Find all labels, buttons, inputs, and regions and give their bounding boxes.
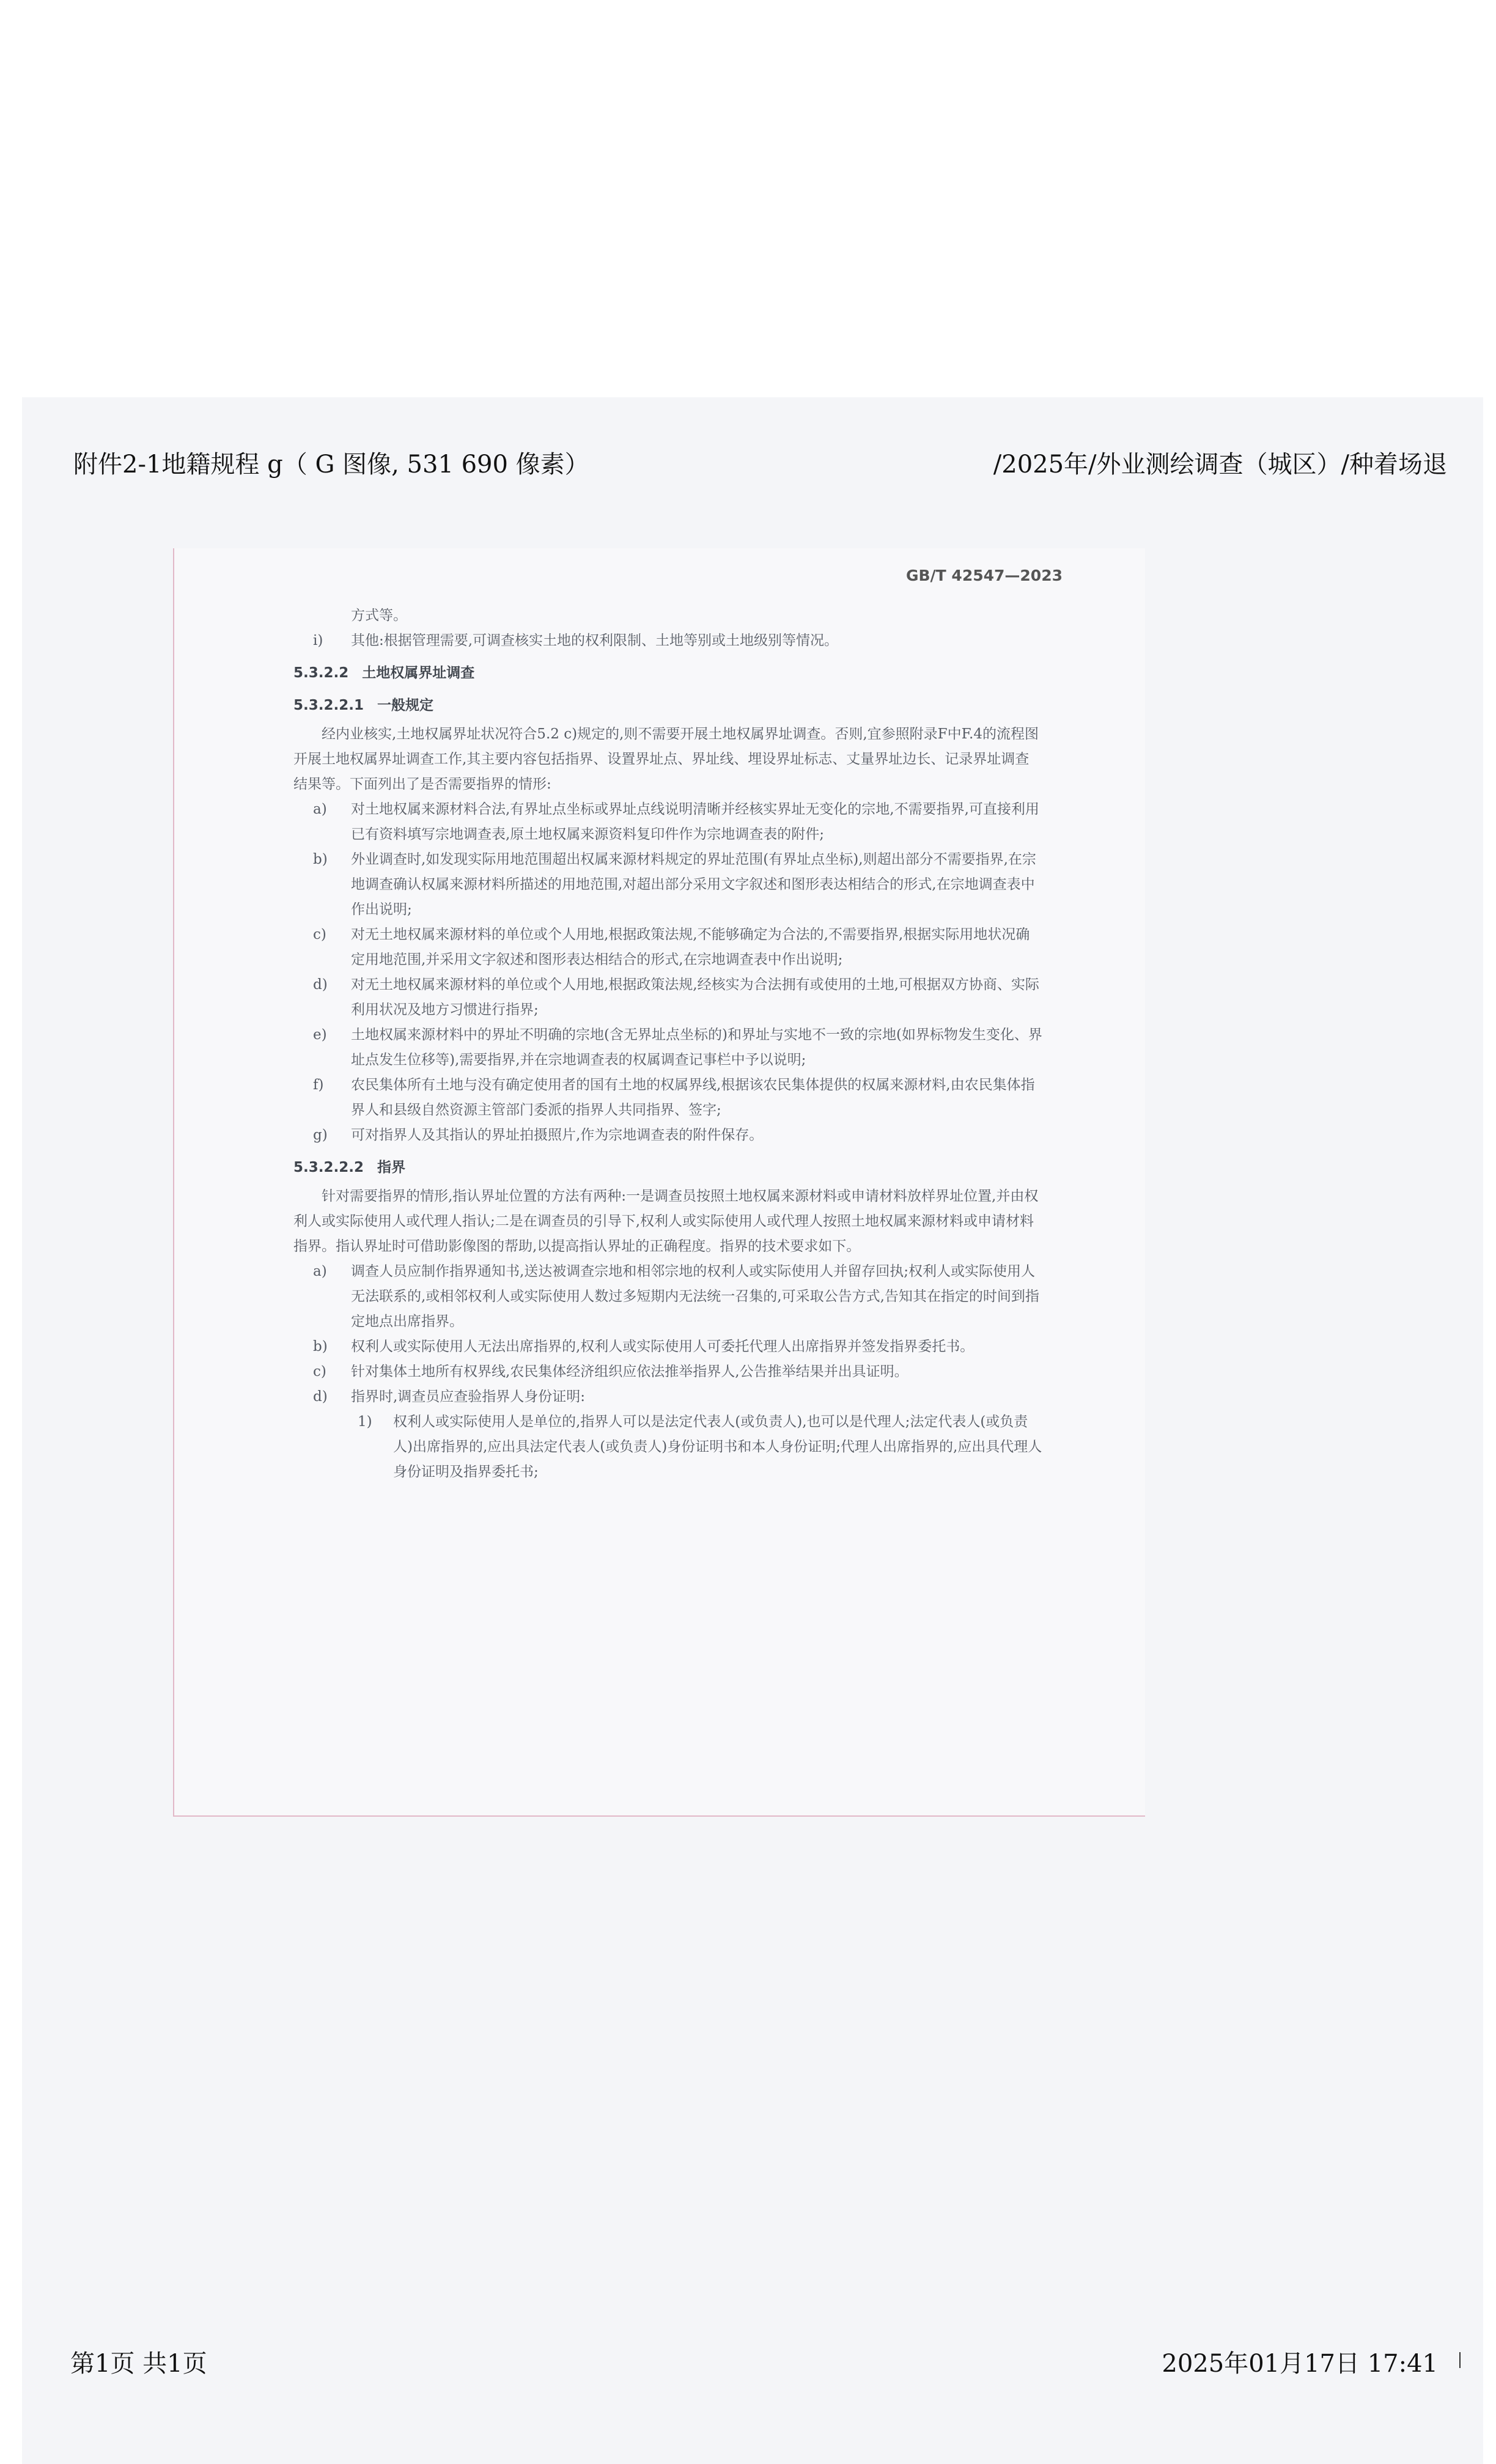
list-marker: a) <box>313 801 327 817</box>
print-footer-datetime: 2025年01月17日 17:41 <box>1162 2350 1438 2378</box>
section-title: 一般规定 <box>377 697 433 713</box>
list-item <box>293 1073 1042 1123</box>
list-text: 针对集体土地所有权界线,农民集体经济组织应依法推举指界人,公告推举结果并出具证明。 <box>351 1364 908 1380</box>
list-marker: i) <box>313 633 323 649</box>
section-heading-5322 <box>293 661 1042 686</box>
section-title: 指界 <box>377 1160 405 1175</box>
section-number: 5.3.2.2.2 <box>293 1160 364 1175</box>
section-heading-53222 <box>293 1155 1042 1180</box>
list-item <box>293 1359 1042 1385</box>
list-text: 对无土地权属来源材料的单位或个人用地,根据政策法规,不能够确定为合法的,不需要指界,根据实际用地状况确定用地范围,并采用文字叙述和图形表达相结合的形式,在宗地调查表中作出说明; <box>351 927 1030 968</box>
standard-code: GB/T 42547—2023 <box>905 567 1063 584</box>
list-marker: f) <box>313 1077 324 1093</box>
list-text: 农民集体所有土地与没有确定使用者的国有土地的权属界线,根据该农民集体提供的权属来源材料,由农民集体指界人和县级自然资源主管部门委派的指界人共同指界、签字; <box>351 1077 1035 1118</box>
section-title: 土地权属界址调查 <box>362 665 475 681</box>
list-item <box>293 847 1042 922</box>
list-marker: b) <box>313 1339 328 1355</box>
list-text: 指界时,调查员应查验指界人身份证明: <box>351 1389 586 1405</box>
section-heading-53221 <box>293 693 1042 718</box>
section-number: 5.3.2.2 <box>293 665 349 681</box>
list-marker: b) <box>313 851 328 867</box>
line-continuation: 方式等。 <box>351 608 407 623</box>
sub-list-item <box>358 1410 1042 1485</box>
list-item <box>293 973 1042 1023</box>
list-marker: a) <box>313 1263 327 1279</box>
paragraph-general: 经内业核实,土地权属界址状况符合5.2 c)规定的,则不需要开展土地权属界址调查。否则,宜参照附录F中F.4的流程图开展土地权属界址调查工作,其主要内容包括指界、设置界址点、界址线、埋设界址标志、丈量界址边长、记录界址调查结果等。下面列出了是否需要指界的情形: <box>293 726 1039 792</box>
list-item <box>293 1023 1042 1073</box>
list-marker: 1) <box>358 1414 372 1430</box>
list-item-i <box>293 628 1042 653</box>
list-text: 调查人员应制作指界通知书,送达被调查宗地和相邻宗地的权利人或实际使用人并留存回执;权利人或实际使用人无法联系的,或相邻权利人或实际使用人数过多短期内无法统一召集的,可采取公告方式,告知其在指定的时间到指定地点出席指界。 <box>351 1263 1039 1329</box>
list-text: 权利人或实际使用人无法出席指界的,权利人或实际使用人可委托代理人出席指界并签发指界委托书。 <box>351 1339 975 1355</box>
document-body <box>293 603 1042 1485</box>
list-item <box>293 1334 1042 1359</box>
list-item <box>293 1259 1042 1334</box>
list-text: 对无土地权属来源材料的单位或个人用地,根据政策法规,经核实为合法拥有或使用的土地,可根据双方协商、实际利用状况及地方习惯进行指界; <box>351 977 1039 1018</box>
divider-tick <box>1459 2352 1461 2368</box>
list-marker: c) <box>313 1364 326 1380</box>
list-item <box>293 1123 1042 1148</box>
section-number: 5.3.2.2.1 <box>293 697 364 713</box>
list-marker: d) <box>313 977 328 993</box>
list-item <box>293 1385 1042 1410</box>
list-text: 其他:根据管理需要,可调查核实土地的权利限制、土地等别或土地级别等情况。 <box>351 633 839 649</box>
paragraph-zhijie: 针对需要指界的情形,指认界址位置的方法有两种:一是调查员按照土地权属来源材料或申请材料放样界址位置,并由权利人或实际使用人或代理人指认;二是在调查员的引导下,权利人或实际使用人或代理人按照土地权属来源材料或申请材料指界。指认界址时可借助影像图的帮助,以提高指认界址的正确程度。指界的技术要求如下。 <box>293 1188 1039 1254</box>
list-text: 外业调查时,如发现实际用地范围超出权属来源材料规定的界址范围(有界址点坐标),则超出部分不需要指界,在宗地调查确认权属来源材料所描述的用地范围,对超出部分采用文字叙述和图形表达相结合的形式,在宗地调查表中作出说明; <box>351 851 1036 918</box>
list-marker: d) <box>313 1389 328 1405</box>
list-text: 可对指界人及其指认的界址拍摄照片,作为宗地调查表的附件保存。 <box>351 1127 764 1143</box>
list-item <box>293 797 1042 847</box>
list-marker: c) <box>313 927 326 943</box>
list-text: 权利人或实际使用人是单位的,指界人可以是法定代表人(或负责人),也可以是代理人;法定代表人(或负责人)出席指界的,应出具法定代表人(或负责人)身份证明书和本人身份证明;代理人出席指界的,应出具代理人身份证明及指界委托书; <box>393 1414 1042 1480</box>
list-text: 土地权属来源材料中的界址不明确的宗地(含无界址点坐标的)和界址与实地不一致的宗地(如界标物发生变化、界址点发生位移等),需要指界,并在宗地调查表的权属调查记事栏中予以说明; <box>351 1027 1042 1068</box>
print-footer-page: 第1页 共1页 <box>70 2350 207 2378</box>
list-item <box>293 922 1042 973</box>
print-header-title: 附件2-1地籍规程 g（ G 图像, 531 690 像素） <box>73 451 589 479</box>
list-text: 对土地权属来源材料合法,有界址点坐标或界址点线说明清晰并经核实界址无变化的宗地,不需要指界,可直接利用已有资料填写宗地调查表,原土地权属来源资料复印件作为宗地调查表的附件; <box>351 801 1039 842</box>
print-header-path: /2025年/外业测绘调查（城区）/种着场退 <box>993 451 1447 479</box>
list-marker: g) <box>313 1127 328 1143</box>
list-marker: e) <box>313 1027 327 1043</box>
scanned-standard-page <box>173 548 1145 1817</box>
